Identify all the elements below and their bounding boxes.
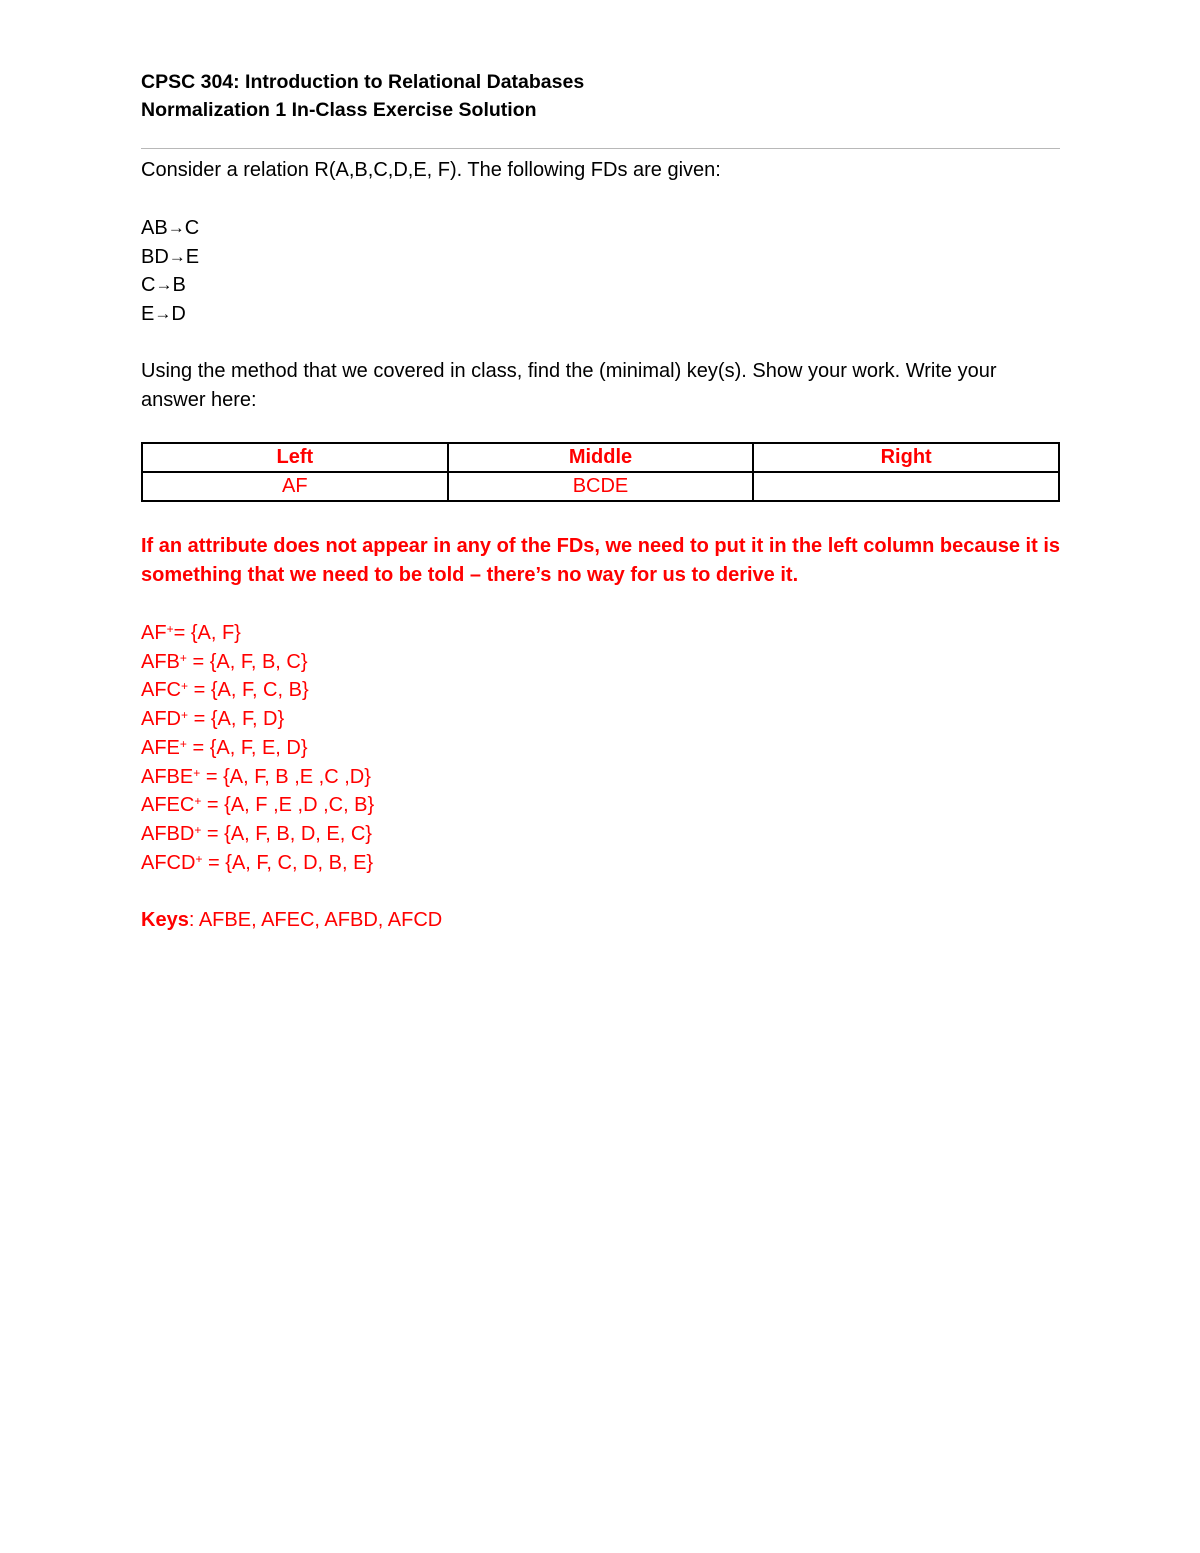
closure-result: {A, F, E, D}: [209, 736, 308, 759]
closure-plus: +: [179, 650, 187, 665]
closure-attrs: AFD: [141, 708, 181, 731]
closure-item: [141, 676, 1060, 705]
closure-item: [141, 619, 1060, 648]
arrow-icon: →: [168, 246, 186, 266]
closure-result: {A, F, B, C}: [209, 650, 308, 673]
explanation-text: If an attribute does not appear in any of the FDs, we need to put it in the left column because it is something that we need to be told – there’s no way for us to derive it.: [141, 535, 1060, 586]
fd-list: [141, 214, 1060, 329]
cell-right: [753, 472, 1059, 501]
key-table-block: [141, 442, 1060, 502]
problem-intro-block: [141, 156, 1060, 185]
closure-item: [141, 820, 1060, 849]
course-title: CPSC 304: Introduction to Relational Databases: [141, 71, 585, 93]
closure-attrs: AFBE: [141, 765, 194, 788]
closure-eq: =: [200, 765, 224, 788]
closure-list: [141, 619, 1060, 877]
key-table: [141, 442, 1060, 502]
document-page: [141, 68, 1060, 931]
fd-lhs: BD: [141, 245, 169, 268]
problem-intro: Consider a relation R(A,B,C,D,E, F). The following FDs are given:: [141, 159, 721, 181]
keys-values: AFBE, AFEC, AFBD, AFCD: [194, 909, 443, 931]
closure-attrs: AFE: [141, 736, 180, 759]
cell-left: AF: [142, 472, 448, 501]
closure-result: {A, F, B, D, E, C}: [224, 822, 372, 845]
closure-eq: =: [188, 708, 211, 731]
header-divider: [141, 148, 1060, 149]
closure-plus: +: [194, 794, 202, 809]
closure-plus: +: [181, 679, 189, 694]
closure-eq: =: [173, 622, 191, 644]
closure-item: [141, 763, 1060, 792]
closure-result: {A, F, D}: [210, 708, 285, 731]
arrow-icon: →: [155, 275, 173, 295]
explanation-block: [141, 532, 1060, 590]
table-header-row: [142, 443, 1059, 472]
closure-item: [141, 849, 1060, 878]
exercise-title: Normalization 1 In-Class Exercise Solution: [141, 99, 537, 121]
question-text: Using the method that we covered in class, find the (minimal) key(s). Show your work. Write your answer here:: [141, 360, 997, 411]
closure-eq: =: [201, 794, 225, 817]
closure-result: {A, F, C, B}: [210, 679, 309, 702]
closure-attrs: AF: [141, 622, 167, 644]
closure-eq: =: [201, 822, 225, 845]
closure-item: [141, 791, 1060, 820]
closure-eq: =: [186, 650, 210, 673]
column-header-left: Left: [142, 443, 448, 472]
table-row: [142, 472, 1059, 501]
closure-plus: +: [193, 765, 201, 780]
closure-attrs: AFEC: [141, 794, 195, 817]
fd-lhs: E: [141, 303, 155, 326]
closure-attrs: AFCD: [141, 851, 196, 874]
closure-plus: +: [194, 822, 202, 837]
closure-eq: =: [202, 851, 226, 874]
arrow-icon: →: [167, 218, 185, 237]
keys-block: [141, 906, 1060, 935]
closure-result: {A, F, C, D, B, E}: [225, 851, 374, 874]
column-header-right: Right: [753, 443, 1059, 472]
closure-plus: +: [179, 736, 187, 751]
closure-attrs: AFC: [141, 679, 181, 702]
question-block: [141, 357, 1060, 415]
keys-separator: :: [188, 909, 195, 931]
fd-rhs: D: [171, 303, 186, 326]
fd-rhs: C: [184, 217, 200, 239]
closure-item: [141, 705, 1060, 734]
cell-middle: BCDE: [448, 472, 754, 501]
column-header-middle: Middle: [448, 443, 754, 472]
fd-lhs: AB: [141, 217, 168, 239]
keys-label: Keys: [141, 909, 189, 931]
closure-attrs: AFBD: [141, 822, 195, 845]
closure-eq: =: [188, 679, 211, 702]
arrow-icon: →: [154, 304, 172, 324]
closure-attrs: AFB: [141, 650, 180, 673]
closure-plus: +: [166, 622, 174, 636]
closure-result: {A, F}: [190, 622, 241, 644]
closure-item: [141, 648, 1060, 677]
fd-item: [141, 214, 1060, 243]
fd-rhs: B: [172, 274, 186, 297]
closure-plus: +: [181, 708, 189, 723]
fd-item: [141, 300, 1060, 329]
fd-lhs: C: [141, 274, 156, 297]
fd-item: [141, 271, 1060, 300]
keys-line: [141, 906, 1060, 935]
fd-rhs: E: [185, 245, 200, 268]
closure-result: {A, F, B ,E ,C ,D}: [223, 765, 371, 788]
closure-plus: +: [195, 851, 203, 866]
closure-eq: =: [186, 736, 210, 759]
fd-item: [141, 243, 1060, 272]
closure-result: {A, F ,E ,D ,C, B}: [224, 794, 375, 817]
closure-item: [141, 734, 1060, 763]
